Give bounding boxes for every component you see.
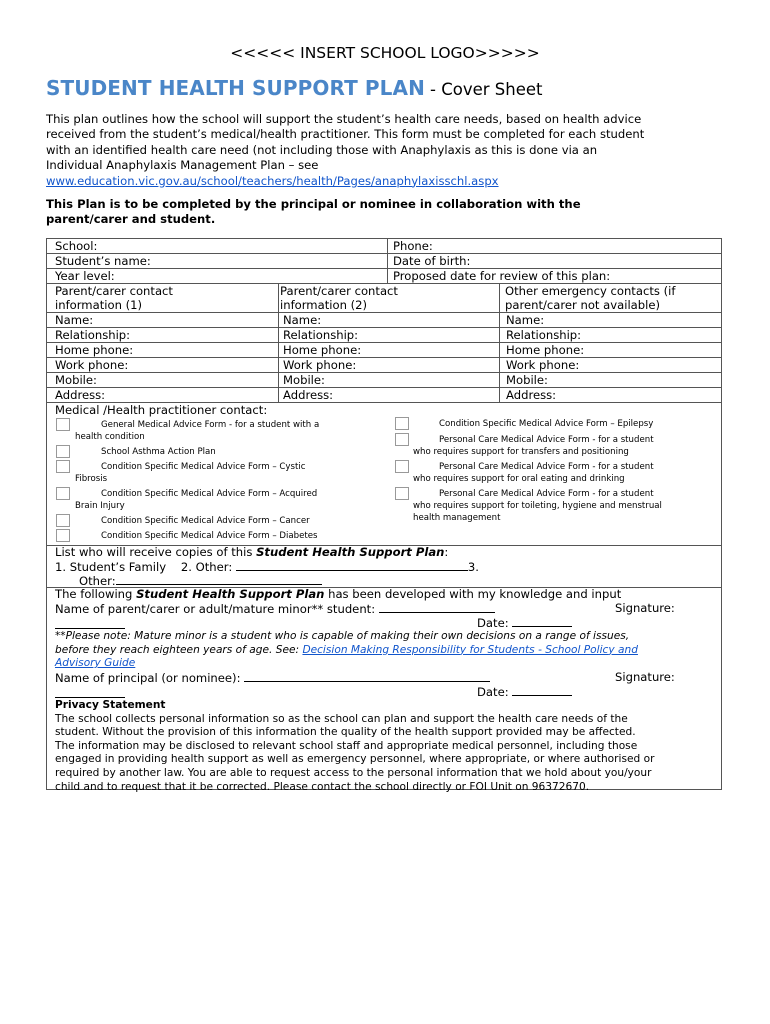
asthma-plan-label: School Asthma Action Plan [101,447,216,457]
copies-other2-field[interactable] [116,573,322,585]
contact-3-relationship: Relationship: [506,328,582,342]
contact-1-home-phone: Home phone: [55,343,134,357]
oral-eating-label: Personal Care Medical Advice Form - for a student who requires support for oral eating and drinking [413,462,654,484]
intro-line: This plan outlines how the school will support the student’s health care needs, based on health advice [46,112,642,126]
contact-2-work-phone: Work phone: [283,358,357,372]
epilepsy-checkbox[interactable] [395,417,409,430]
diabetes-checkbox[interactable] [56,529,70,542]
mature-minor-note: **Please note: Mature minor is a student who is capable of making their own decisions on a range of issues, before they reach eighteen years of age. See: Decision Making Responsibility for Students - School Policy and Advisory Guide [55,630,638,670]
contact-1-header-2: information (1) [55,298,143,312]
contact-2-address: Address: [283,388,334,402]
principal-date-line: Date: [477,684,572,699]
contact-1-address: Address: [55,388,106,402]
year-level-label: Year level: [55,269,115,283]
toileting-label: Personal Care Medical Advice Form - for a student who requires support for toileting, hygiene and menstrual health management [413,489,662,523]
contact-3-header: Other emergency contacts (if [505,284,676,298]
principal-date-field[interactable] [512,684,572,696]
plan-subtitle: - Cover Sheet [430,80,543,99]
contact-1-mobile: Mobile: [55,373,97,387]
completion-instruction: This Plan is to be completed by the principal or nominee in collaboration with the parent/carer and student. [46,197,581,227]
school-label: School: [55,239,98,253]
page-title [46,76,543,100]
contact-1-work-phone: Work phone: [55,358,129,372]
contact-2-relationship: Relationship: [283,328,359,342]
plan-title: STUDENT HEALTH SUPPORT PLAN [46,76,425,100]
diabetes-label: Condition Specific Medical Advice Form – Diabetes [101,531,318,541]
parent-date-line: Date: [477,615,572,630]
cystic-fibrosis-checkbox[interactable] [56,460,70,473]
parent-signature-field[interactable] [55,617,125,629]
privacy-statement: Privacy Statement The school collects personal information so as the school can plan and support the health care needs of the student. Without the provision of this information the quality of the health support provided may be affected. The information may be disclosed to relevant school staff and appropriate medical personnel, including those engaged in providing health support as well as emergency personnel, where appropriate, or where authorised or required by another law. You are able to request access to the personal information that we hold about you/your child and to request that it be corrected. Please contact the school directly or FOI Unit on 96372670. [55,699,719,794]
oral-eating-checkbox[interactable] [395,460,409,473]
contact-2-header: Parent/carer contact [280,284,398,298]
brain-injury-label: Condition Specific Medical Advice Form – Acquired Brain Injury [75,489,318,511]
contact-1-relationship: Relationship: [55,328,131,342]
copies-heading: List who will receive copies of this Student Health Support Plan: [55,545,449,559]
general-form-checkbox[interactable] [56,418,70,431]
intro-line: Individual Anaphylaxis Management Plan – see [46,158,319,173]
principal-signature-label: Signature: [615,670,675,684]
intro-line: with an identified health care need (not including those with Anaphylaxis as this is done via an [46,142,598,157]
phone-label: Phone: [393,239,433,253]
cancer-checkbox[interactable] [56,514,70,527]
contact-2-name: Name: [283,313,322,327]
contact-2-home-phone: Home phone: [283,343,362,357]
cover-sheet-form [46,238,722,793]
contact-2-header-2: information (2) [280,298,368,312]
cystic-fibrosis-label: Condition Specific Medical Advice Form – Cystic Fibrosis [75,462,306,484]
copies-other-line: Other: [79,573,322,588]
parent-signature-label: Signature: [615,601,675,615]
epilepsy-label: Condition Specific Medical Advice Form – Epilepsy [439,419,654,429]
parent-date-field[interactable] [512,615,572,627]
contact-3-home-phone: Home phone: [506,343,585,357]
privacy-heading: Privacy Statement [55,699,166,711]
parent-name-field[interactable] [379,601,495,613]
contact-2-mobile: Mobile: [283,373,325,387]
contact-1-name: Name: [55,313,94,327]
contact-3-mobile: Mobile: [506,373,548,387]
brain-injury-checkbox[interactable] [56,487,70,500]
student-name-label: Student’s name: [55,254,151,268]
copies-other-field[interactable] [236,559,468,571]
general-form-label: General Medical Advice Form - for a student with a health condition [75,420,320,442]
parent-name-line: Name of parent/carer or adult/mature minor** student: [55,601,495,616]
transfers-label: Personal Care Medical Advice Form - for a student who requires support for transfers and positioning [413,435,654,457]
decision-making-link-cont[interactable]: Advisory Guide [55,657,136,670]
dob-label: Date of birth: [393,254,471,268]
contact-3-name: Name: [506,313,545,327]
asthma-plan-checkbox[interactable] [56,445,70,458]
cancer-label: Condition Specific Medical Advice Form – Cancer [101,516,310,526]
principal-name-line: Name of principal (or nominee): [55,670,490,685]
principal-signature-field[interactable] [55,686,125,698]
medical-contact-label: Medical /Health practitioner contact: [55,403,268,417]
toileting-checkbox[interactable] [395,487,409,500]
copies-list: 1. Student’s Family 2. Other: 3. [55,560,479,574]
intro-line: received from the student’s medical/health practitioner. This form must be completed for each student [46,127,645,142]
contact-3-address: Address: [506,388,557,402]
contact-3-work-phone: Work phone: [506,358,580,372]
contact-3-header-2: parent/carer not available) [505,298,661,312]
signoff-statement: The following Student Health Support Plan has been developed with my knowledge and input [55,587,622,601]
anaphylaxis-link[interactable]: www.education.vic.gov.au/school/teachers/health/Pages/anaphylaxisschl.aspx [46,173,499,188]
review-date-label: Proposed date for review of this plan: [393,269,611,283]
decision-making-link[interactable]: Decision Making Responsibility for Students - School Policy and [302,643,638,656]
contact-1-header: Parent/carer contact [55,284,173,298]
school-logo-placeholder: <<<<< INSERT SCHOOL LOGO>>>>> [230,44,540,62]
transfers-checkbox[interactable] [395,433,409,446]
principal-name-field[interactable] [244,670,490,682]
intro-paragraph [46,112,736,189]
